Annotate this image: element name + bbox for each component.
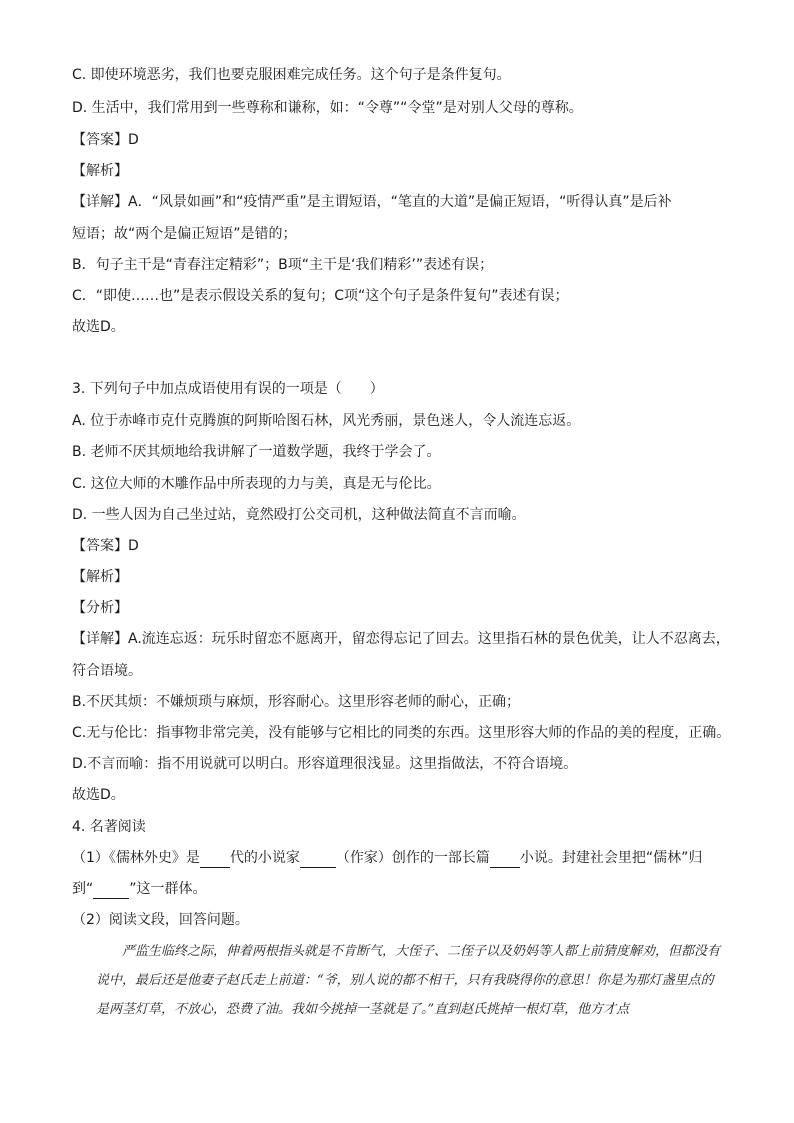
- explanation-line: 【详解】A．“风景如画”和“疫情严重”是主谓短语，“笔直的大道”是偏正短语，“听得认真”是后补: [72, 194, 672, 210]
- explanation-line: B.不厌其烦：不嫌烦琐与麻烦，形容耐心。这里形容老师的耐心，正确；: [72, 694, 521, 710]
- reading-passage: 严监生临终之际，伸着两根指头就是不肯断气，大侄子、二侄子以及奶妈等人都上前猜度解劝，但都没有说中，最后还是他妻子赵氏走上前道：“爷，别人说的都不相干，只有我晓得你的意思！你是为那灯盏里点的是两茎灯草，不放心，恐费了油。我如今挑掉一茎就是了。”直到赵氏挑掉一根灯草，他方才点: [96, 944, 721, 1017]
- option-d-line: D. 生活中，我们常用到一些尊称和谦称，如：“令尊”“令堂”是对别人父母的尊称。: [72, 100, 583, 116]
- analysis-label: 【解析】: [72, 569, 128, 585]
- conclusion-line: 故选D。: [72, 319, 125, 335]
- question-3-option-a: A. 位于赤峰市克什克腾旗的阿斯哈图石林，风光秀丽，景色迷人，令人流连忘返。: [72, 413, 581, 429]
- answer-label: 【答案】D: [72, 538, 139, 554]
- explanation-line: 【详解】A.流连忘返：玩乐时留恋不愿离开，留恋得忘记了回去。这里指石林的景色优美，让人不忍离去，: [72, 631, 730, 647]
- explanation-line: B．句子主干是“青春注定精彩”；B项“主干是‘我们精彩’”表述有误；: [72, 257, 494, 273]
- analysis-heading: 【分析】: [72, 600, 128, 616]
- explanation-line: D.不言而喻：指不用说就可以明白。形容道理很浅显。这里指做法，不符合语境。: [72, 756, 578, 772]
- question-3-option-b: B. 老师不厌其烦地给我讲解了一道数学题，我终于学会了。: [72, 444, 441, 460]
- answer-label: 【答案】D: [72, 132, 139, 148]
- answer-blank: [490, 849, 520, 868]
- explanation-line: C．“即使……也”是表示假设关系的复句；C项“这个句子是条件复句”表述有误；: [72, 288, 569, 304]
- question-4-1-line-cont: 到“ ”这一群体。: [72, 881, 207, 897]
- explanation-line: 短语；故“两个是偏正短语”是错的；: [72, 226, 297, 242]
- question-4-heading: 4. 名著阅读: [72, 819, 146, 835]
- question-3-option-d: D. 一些人因为自己坐过站，竟然殴打公交司机，这种做法简直不言而喻。: [72, 507, 526, 523]
- question-4-2-line: （2）阅读文段，回答问题。: [72, 912, 249, 928]
- option-c-line: C. 即使环境恶劣，我们也要克服困难完成任务。这个句子是条件复句。: [72, 67, 511, 83]
- question-3-option-c: C. 这位大师的木雕作品中所表现的力与美，真是无与伦比。: [72, 476, 441, 492]
- answer-blank: [300, 849, 336, 868]
- analysis-label: 【解析】: [72, 163, 128, 179]
- conclusion-line: 故选D。: [72, 787, 125, 803]
- answer-blank: [93, 880, 129, 899]
- explanation-line: C.无与伦比：指事物非常完美，没有能够与它相比的同类的东西。这里形容大师的作品的美的程度，正确。: [72, 725, 731, 741]
- answer-blank: [200, 849, 230, 868]
- question-3-stem: 3. 下列句子中加点成语使用有误的一项是（ ）: [72, 381, 384, 397]
- question-4-1-line: （1）《儒林外史》是 代的小说家 （作家）创作的一部长篇 小说。封建社会里把“儒林”归: [72, 850, 703, 866]
- explanation-line: 符合语境。: [72, 663, 142, 679]
